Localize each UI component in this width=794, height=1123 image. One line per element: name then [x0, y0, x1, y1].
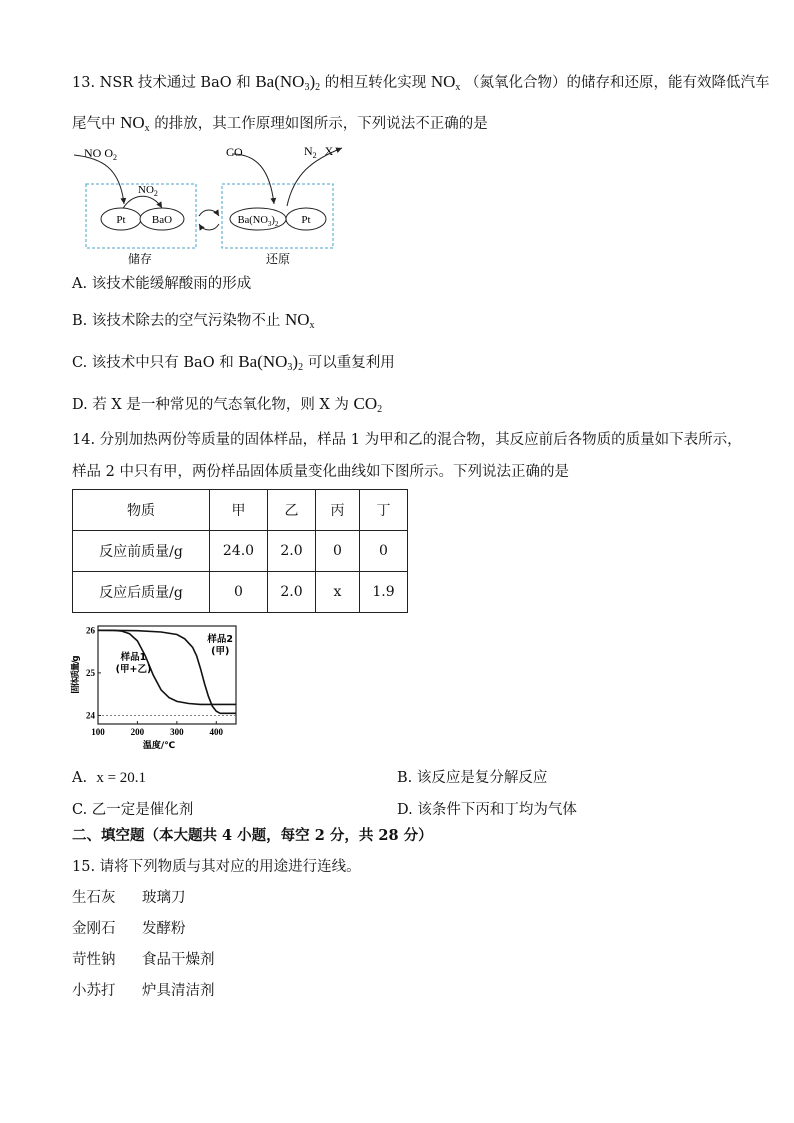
nsr-process-diagram	[72, 140, 372, 268]
q13-option-d: D. 若 X 是一种常见的气态氧化物，则 X 为 $CO_2$	[72, 394, 383, 415]
q15-pair: 金刚石 发酵粉	[72, 921, 186, 937]
x-tick-label: 100	[91, 727, 105, 737]
mass-temperature-chart	[71, 618, 244, 756]
q13-option-a: A. 该技术能缓解酸雨的形成	[72, 276, 252, 292]
x-tick-label: 400	[209, 727, 224, 737]
nox-formula-3: $NO_x$	[284, 310, 315, 331]
table-cell: 2.0	[268, 572, 316, 613]
q13-stem-line1: 13. NSR 技术通过 BaO 和 $Ba(NO_3)_2$ 的相互转化实现 $NO_x$ （氮氧化合物）的储存和还原，能有效降低汽车	[72, 72, 770, 93]
y-tick-label: 26	[86, 625, 95, 636]
co2-formula: $CO_2$	[353, 394, 383, 415]
arrow-into-storage	[74, 155, 124, 204]
arrow-cycle-right	[199, 210, 219, 216]
table-header-cell: 乙	[268, 490, 316, 531]
section-2-title: 二、填空题（本大题共 4 小题，每空 2 分，共 28 分）	[72, 827, 433, 844]
table-cell: 24.0	[210, 531, 268, 572]
x-tick-label: 200	[130, 727, 145, 737]
q15-stem: 15. 请将下列物质与其对应的用途进行连线。	[72, 859, 361, 875]
table-cell: 1.9	[360, 572, 408, 613]
table-header-cell: 甲	[210, 490, 268, 531]
ba-no3-2-formula: $Ba(NO_3)_2$	[255, 72, 321, 93]
ba-no3-label: $Ba(NO_3)_2$	[237, 215, 279, 228]
y-tick-label: 24	[86, 710, 95, 721]
table-header-cell: 丁	[360, 490, 408, 531]
series-label-2-line1: 样品2	[207, 634, 234, 646]
label-co: CO	[226, 145, 243, 159]
table-cell: 反应后质量/g	[73, 572, 210, 613]
series-label-2-line2: (甲)	[211, 646, 230, 658]
q14-stem-line1: 14. 分别加热两份等质量的固体样品，样品 1 为甲和乙的混合物，其反应前后各物质的质量如下表所示，	[72, 432, 742, 448]
label-no-o2: NO $O_2$	[84, 146, 117, 162]
nox-formula-2: $NO_x$	[120, 113, 150, 134]
table-cell: x	[316, 572, 360, 613]
table-header-row	[73, 490, 408, 531]
q13-option-b: B. 该技术除去的空气污染物不止 $NO_x$	[72, 310, 315, 331]
table-cell: 2.0	[268, 531, 316, 572]
q15-pair: 小苏打 炉具清洁剂	[72, 983, 215, 999]
table-cell: 0	[360, 531, 408, 572]
x-axis-label: 温度/℃	[142, 741, 176, 751]
q15-pair: 生石灰 玻璃刀	[72, 890, 186, 906]
q14-option-c: C. 乙一定是催化剂	[72, 802, 194, 818]
table-cell: 0	[316, 531, 360, 572]
q14-option-a: A. x = 20.1	[72, 770, 147, 786]
y-axis-label: 固体质量/g	[71, 656, 81, 694]
arrow-cycle-left	[199, 224, 219, 230]
table-header-cell: 丙	[316, 490, 360, 531]
table-cell: 反应前质量/g	[73, 531, 210, 572]
arrow-co-in	[232, 154, 274, 204]
label-no2: $NO_2$	[138, 184, 158, 198]
nox-formula: $NO_x$	[430, 72, 461, 93]
label-n2-x: $N_2$ X	[304, 144, 334, 160]
q14-stem-line2: 样品 2 中只有甲，两份样品固体质量变化曲线如下图所示。下列说法正确的是	[72, 464, 569, 480]
q13-stem-line2: 尾气中 $NO_x$ 的排放，其工作原理如图所示，下列说法不正确的是	[72, 113, 488, 134]
q14-option-b: B. 该反应是复分解反应	[397, 770, 548, 786]
q15-pair: 苛性钠 食品干燥剂	[72, 952, 215, 968]
series-label-1-line2: (甲+乙)	[115, 664, 152, 676]
q14-option-d: D. 该条件下丙和丁均为气体	[397, 802, 577, 818]
label-storage: 储存	[128, 252, 153, 266]
q14-mass-table	[72, 489, 408, 613]
q13-option-c: C. 该技术中只有 BaO 和 $Ba(NO_3)_2$ 可以重复利用	[72, 352, 395, 373]
pt-label-right: Pt	[301, 214, 311, 226]
x-tick-label: 300	[170, 727, 184, 737]
series-label-1-line1: 样品1	[120, 652, 147, 664]
ba-no3-2-formula-2: $Ba(NO_3)_2$	[238, 352, 304, 373]
label-reduction: 还原	[266, 252, 291, 266]
table-header-cell: 物质	[73, 490, 210, 531]
y-tick-label: 25	[86, 667, 95, 678]
table-row	[73, 531, 408, 572]
table-row	[73, 572, 408, 613]
bao-label: BaO	[151, 214, 173, 226]
pt-label-left: Pt	[116, 214, 126, 226]
table-cell: 0	[210, 572, 268, 613]
